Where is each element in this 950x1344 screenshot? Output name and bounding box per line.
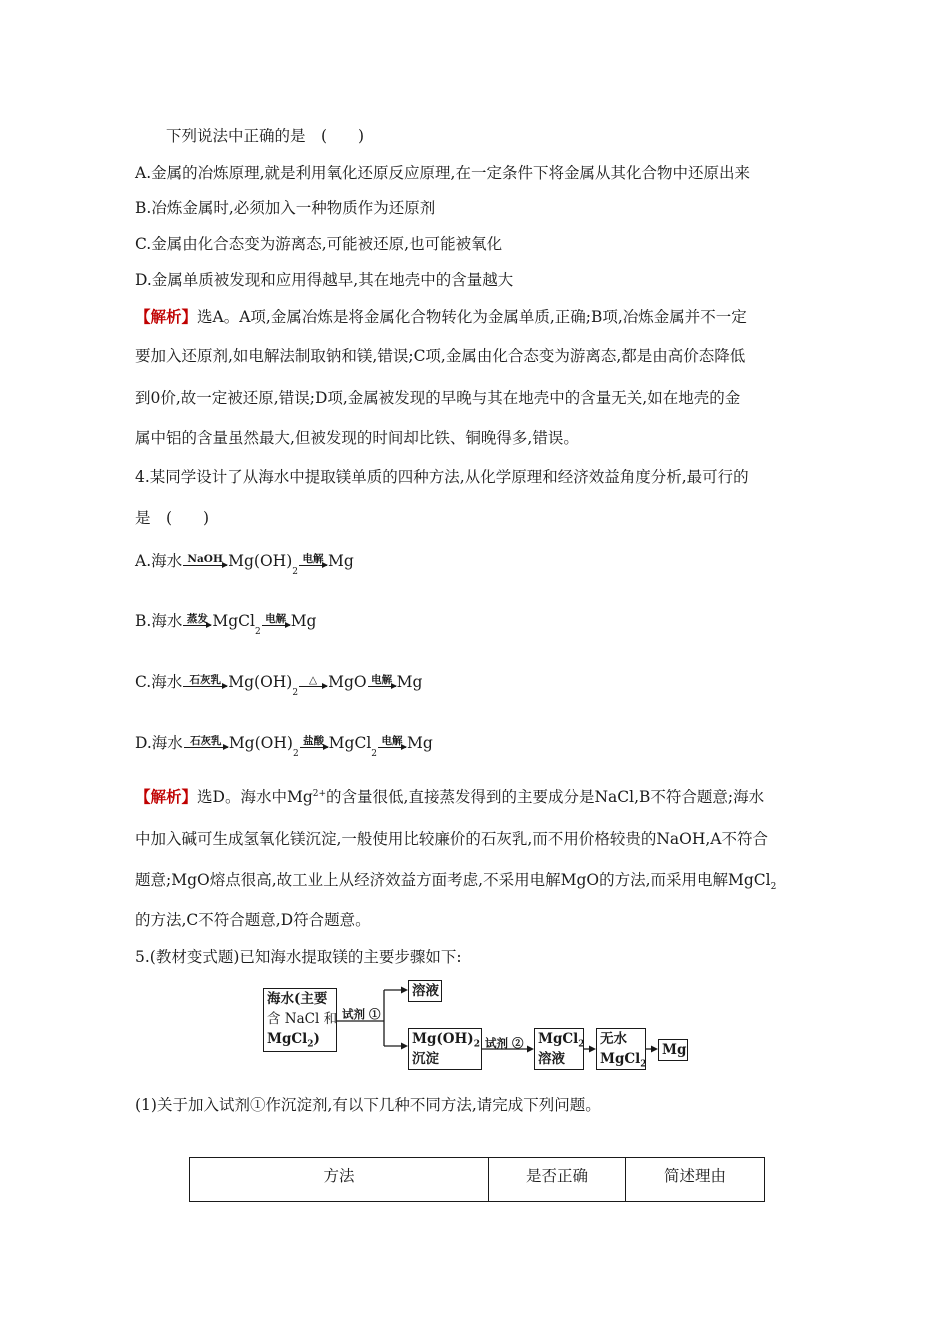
reaction-arrow: 电解 (262, 613, 290, 626)
q4-analysis-line-2: 中加入碱可生成氢氧化镁沉淀,一般使用比较廉价的石灰乳,而不用价格较贵的NaOH,A不符合 (135, 830, 769, 848)
table-header-row (190, 1158, 765, 1202)
reaction-arrow: 电解 (378, 735, 406, 748)
reaction-arrow: △ (299, 674, 327, 687)
q3-stem: 下列说法中正确的是 ( ) (166, 127, 365, 145)
table-header-method: 方法 (190, 1158, 489, 1202)
q4-option-c: C.海水 石灰乳 Mg(OH) 2 △ MgO 电解 Mg (135, 673, 423, 698)
q4-analysis-line-1: 【解析】选D。海水中$Mg^{2+}$的含量很低,直接蒸发得到的主要成分是NaCl,B不符合题意;海水 (135, 787, 765, 806)
q4-analysis-line-3: 题意;MgO熔点很高,故工业上从经济效益方面考虑,不采用电解MgO的方法,而采用电解MgCl$_2$ (135, 871, 777, 893)
mgcl2-solution-box: MgCl$_2$ 溶液 (534, 1028, 584, 1070)
solution-box: 溶液 (408, 980, 442, 1002)
q3-option-b: B.冶炼金属时,必须加入一种物质作为还原剂 (135, 199, 436, 217)
reaction-arrow: NaOH (183, 553, 227, 566)
q3-analysis-line-2: 要加入还原剂,如电解法制取钠和镁,错误;C项,金属由化合态变为游离态,都是由高价态降低 (135, 347, 746, 365)
q4-stem-line-2: 是 ( ) (135, 509, 210, 527)
q4-option-d: D.海水 石灰乳 Mg(OH) 2 盐酸 MgCl 2 电解 Mg (135, 734, 433, 759)
table-header-correct: 是否正确 (489, 1158, 626, 1202)
analysis-tag: 【解析】 (135, 787, 198, 806)
reaction-arrow: 电解 (299, 553, 327, 566)
q4-option-a: A.海水 NaOH Mg(OH) 2 电解 Mg (135, 552, 354, 577)
q5-sub-question-1: (1)关于加入试剂①作沉淀剂,有以下几种不同方法,请完成下列问题。 (135, 1096, 601, 1114)
q3-option-c: C.金属由化合态变为游离态,可能被还原,也可能被氧化 (135, 235, 503, 253)
mg-product-box: Mg (658, 1039, 688, 1061)
reaction-arrow: 石灰乳 (184, 735, 228, 748)
q4-analysis-line-4: 的方法,C不符合题意,D符合题意。 (135, 911, 371, 929)
reaction-arrow: 电解 (368, 674, 396, 687)
reaction-arrow: 盐酸 (300, 735, 328, 748)
q4-stem-line-1: 4.某同学设计了从海水中提取镁单质的四种方法,从化学原理和经济效益角度分析,最可行的 (135, 468, 749, 486)
q5-stem: 5.(教材变式题)已知海水提取镁的主要步骤如下: (135, 948, 462, 966)
reagent-1-label: 试剂 ① (342, 1007, 381, 1021)
reagent-2-label: 试剂 ② (485, 1036, 524, 1050)
q3-analysis-line-4: 属中铝的含量虽然最大,但被发现的时间却比铁、铜晚得多,错误。 (135, 429, 579, 447)
q3-option-d: D.金属单质被发现和应用得越早,其在地壳中的含量越大 (135, 271, 514, 289)
seawater-box: 海水(主要 含 NaCl 和 MgCl$_2$) (263, 988, 337, 1052)
q4-option-b: B.海水 蒸发 MgCl 2 电解 Mg (135, 612, 317, 637)
q3-option-a: A.金属的冶炼原理,就是利用氧化还原反应原理,在一定条件下将金属从其化合物中还原出来 (135, 164, 750, 182)
reaction-arrow: 石灰乳 (183, 674, 227, 687)
q3-analysis-line-1: 【解析】选A。A项,金属冶炼是将金属化合物转化为金属单质,正确;B项,冶炼金属并不一定 (135, 307, 747, 326)
table-header-reason: 简述理由 (626, 1158, 765, 1202)
anhydrous-mgcl2-box: 无水 MgCl$_2$ (596, 1028, 646, 1070)
reaction-arrow: 蒸发 (183, 613, 211, 626)
analysis-tag: 【解析】 (135, 307, 198, 326)
mg-oh2-precipitate-box: $Mg(OH)_2$ 沉淀 (408, 1028, 482, 1070)
methods-table (189, 1157, 765, 1202)
q3-analysis-line-3: 到0价,故一定被还原,错误;D项,金属被发现的早晚与其在地壳中的含量无关,如在地壳的金 (135, 389, 741, 407)
